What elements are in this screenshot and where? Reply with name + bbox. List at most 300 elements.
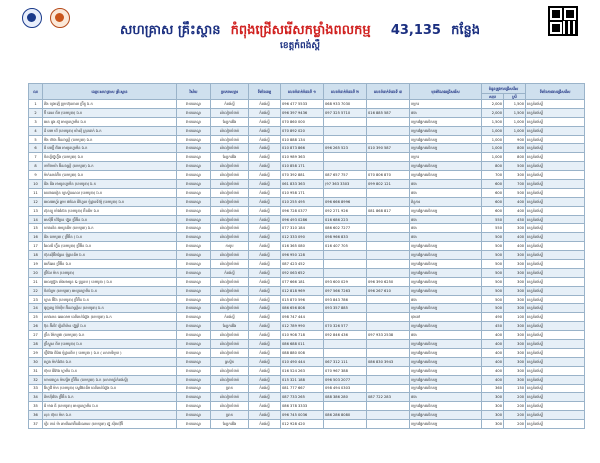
sector-cell: វាយនភណ្ឌ bbox=[177, 402, 211, 411]
company-name-cell: ជូញហ្វេ ម៉ៃហ៊ឹម អ៊ិនដាស្ទ្រីស (ខេមបូឌា) ឯ.ក bbox=[43, 304, 177, 313]
phone-3-cell: 086 830 3943 bbox=[367, 357, 410, 366]
table-row bbox=[29, 393, 585, 402]
phone-1-cell: 015 321 188 bbox=[281, 375, 324, 384]
company-name-cell: ហាយហ្គេន ម៉ាក្សើម ប្រ៊ីអ៊ិន (ខេមបូឌា) ឯ.ក (សាខាហ្វ័រកំពង់ស្ពឺ) bbox=[43, 375, 177, 384]
work-location-cell: ខេត្តកំពង់ស្ពឺ bbox=[526, 322, 585, 331]
phone-3-cell bbox=[367, 188, 410, 197]
table-row bbox=[29, 277, 585, 286]
total-needed-cell: 400 bbox=[482, 340, 504, 349]
row-number-cell: 16 bbox=[29, 233, 43, 242]
phone-1-cell: 070 392 881 bbox=[281, 171, 324, 180]
work-location-cell: ខេត្តកំពង់ស្ពឺ bbox=[526, 162, 585, 171]
col-header-phone2: លេខទំនាក់ទំនងទី ២ bbox=[324, 84, 367, 100]
table-row bbox=[29, 242, 585, 251]
female-needed-cell: 100 bbox=[504, 313, 526, 322]
table-row bbox=[29, 197, 585, 206]
female-needed-cell: 1,000 bbox=[504, 117, 526, 126]
product-type-cell: ប្រាក bbox=[211, 411, 249, 420]
province-cell: កំពង់ស្ពឺ bbox=[249, 357, 281, 366]
company-name-cell: ហ្គីរ ខាន់ ម៉ា ឆាយីណាអ៊ិនធីរណាស (ខេមបូឌា) ស្ហ៊ូ ស៊ីហេវ៉ីអ៊ី bbox=[43, 420, 177, 429]
phone-3-cell bbox=[367, 304, 410, 313]
phone-1-cell: 010 858 171 bbox=[281, 162, 324, 171]
phone-1-cell: 070 860 000 bbox=[281, 117, 324, 126]
row-number-cell: 15 bbox=[29, 224, 43, 233]
position-cell: កម្មករ bbox=[410, 153, 482, 162]
province-cell: កំពង់ស្ពឺ bbox=[249, 242, 281, 251]
phone-2-cell bbox=[324, 153, 367, 162]
female-needed-cell: 400 bbox=[504, 242, 526, 251]
phone-3-cell: 087 722 283 bbox=[367, 393, 410, 402]
phone-1-cell: 010 873 866 bbox=[281, 144, 324, 153]
phone-2-cell: 087 657 757 bbox=[324, 171, 367, 180]
total-needed-cell: 400 bbox=[482, 348, 504, 357]
work-location-cell: ខេត្តកំពង់ស្ពឺ bbox=[526, 357, 585, 366]
province-cell: កំពង់ស្ពឺ bbox=[249, 411, 281, 420]
table-row bbox=[29, 171, 585, 180]
work-location-cell: ខេត្តកំពង់ស្ពឺ bbox=[526, 286, 585, 295]
table-row bbox=[29, 304, 585, 313]
phone-3-cell bbox=[367, 162, 410, 171]
phone-2-cell: 093 843 786 bbox=[324, 295, 367, 304]
work-location-cell: ខេត្តកំពង់ស្ពឺ bbox=[526, 144, 585, 153]
table-row bbox=[29, 126, 585, 135]
work-location-cell: ខេត្តកំពង់ស្ពឺ bbox=[526, 348, 585, 357]
total-needed-cell: 490 bbox=[482, 313, 504, 322]
sector-cell: វាយនភណ្ឌ bbox=[177, 100, 211, 109]
table-row bbox=[29, 108, 585, 117]
sector-cell: វាយនភណ្ឌ bbox=[177, 233, 211, 242]
table-row bbox=[29, 420, 585, 429]
total-needed-cell: 500 bbox=[482, 242, 504, 251]
work-location-cell: ខេត្តកំពង់ស្ពឺ bbox=[526, 340, 585, 349]
sector-cell: វាយនភណ្ឌ bbox=[177, 251, 211, 260]
sector-cell: វាយនភណ្ឌ bbox=[177, 215, 211, 224]
phone-2-cell bbox=[324, 348, 367, 357]
phone-2-cell: 070 326 577 bbox=[324, 322, 367, 331]
sector-cell: វាយនភណ្ឌ bbox=[177, 384, 211, 393]
work-location-cell: ខេត្តកំពង់ស្ពឺ bbox=[526, 117, 585, 126]
female-needed-cell: 400 bbox=[504, 233, 526, 242]
table-row bbox=[29, 411, 585, 420]
total-needed-cell: 600 bbox=[482, 206, 504, 215]
phone-1-cell: 098 747 444 bbox=[281, 313, 324, 322]
female-needed-cell: 1,000 bbox=[504, 126, 526, 135]
female-needed-cell: 1,500 bbox=[504, 100, 526, 109]
phone-1-cell: 016 365 080 bbox=[281, 242, 324, 251]
product-type-cell: ស្បែកជើង bbox=[211, 322, 249, 331]
sector-cell: វាយនភណ្ឌ bbox=[177, 375, 211, 384]
table-row bbox=[29, 100, 585, 109]
phone-1-cell: 077 310 184 bbox=[281, 224, 324, 233]
company-name-cell: ដឹ អេម ឃី (ខេមបូឌា) យ៉ាស៊ី គ្រុបដាក់ ឯ.ក bbox=[43, 126, 177, 135]
company-name-cell: ធី អេហ្វ៊ី ជីអេ អាយួនហ្គាមីន ឯ.ក bbox=[43, 144, 177, 153]
sector-cell: វាយនភណ្ឌ bbox=[177, 348, 211, 357]
sector-cell: វាយនភណ្ឌ bbox=[177, 340, 211, 349]
title-part-recruiting: កំពុងជ្រើសរើសកម្លាំងពលកម្ម bbox=[230, 23, 371, 38]
sector-cell: វាយនភណ្ឌ bbox=[177, 268, 211, 277]
sector-cell: វាយនភណ្ឌ bbox=[177, 197, 211, 206]
product-type-cell: សំលៀកបំពាក់ bbox=[211, 188, 249, 197]
phone-1-cell: 012 818 969 bbox=[281, 286, 324, 295]
row-number-cell: 22 bbox=[29, 286, 43, 295]
phone-1-cell: 077 666 181 bbox=[281, 277, 324, 286]
row-number-cell: 6 bbox=[29, 144, 43, 153]
phone-1-cell: 096 745 0036 bbox=[281, 411, 324, 420]
female-needed-cell: 300 bbox=[504, 366, 526, 375]
female-needed-cell: 450 bbox=[504, 215, 526, 224]
phone-2-cell bbox=[324, 402, 367, 411]
sector-cell: វាយនភណ្ឌ bbox=[177, 277, 211, 286]
province-cell: កំពង់ស្ពឺ bbox=[249, 153, 281, 162]
company-name-cell: អេន ឌួង ស៊ូ អាយួនហ្គាមីន ឯ.ក bbox=[43, 117, 177, 126]
position-cell: កម្មករផ្នែកផលិតកម្ម bbox=[410, 117, 482, 126]
total-needed-cell: 600 bbox=[482, 197, 504, 206]
sector-cell: វាយនភណ្ឌ bbox=[177, 206, 211, 215]
row-number-cell: 12 bbox=[29, 197, 43, 206]
province-cell: កំពង់ស្ពឺ bbox=[249, 180, 281, 189]
row-number-cell: 2 bbox=[29, 108, 43, 117]
company-name-cell: ហ្គេង ម៉ាក់ស៊ែន ឯ.ក bbox=[43, 357, 177, 366]
position-cell: កម្មករផ្នែកផលិតកម្ម bbox=[410, 144, 482, 153]
phone-2-cell bbox=[324, 268, 367, 277]
table-row bbox=[29, 144, 585, 153]
female-needed-cell: 800 bbox=[504, 144, 526, 153]
table-row bbox=[29, 322, 585, 331]
province-cell: កំពង់ស្ពឺ bbox=[249, 340, 281, 349]
row-number-cell: 24 bbox=[29, 304, 43, 313]
row-number-cell: 35 bbox=[29, 402, 43, 411]
sector-cell: វាយនភណ្ឌ bbox=[177, 313, 211, 322]
phone-1-cell: 010 490 444 bbox=[281, 357, 324, 366]
work-location-cell: ខេត្តកំពង់ស្ពឺ bbox=[526, 100, 585, 109]
female-needed-cell: 300 bbox=[504, 322, 526, 331]
row-number-cell: 23 bbox=[29, 295, 43, 304]
position-cell: ជាង bbox=[410, 233, 482, 242]
sector-cell: វាយនភណ្ឌ bbox=[177, 153, 211, 162]
phone-2-cell: 096 265 523 bbox=[324, 144, 367, 153]
product-type-cell: ស្បែកជើង bbox=[211, 153, 249, 162]
row-number-cell: 3 bbox=[29, 117, 43, 126]
position-cell: ជាង bbox=[410, 224, 482, 233]
table-row bbox=[29, 206, 585, 215]
work-location-cell: ខេត្តកំពង់ស្ពឺ bbox=[526, 313, 585, 322]
table-row bbox=[29, 384, 585, 393]
province-cell: កំពង់ស្ពឺ bbox=[249, 206, 281, 215]
phone-1-cell: 086 688 011 bbox=[281, 340, 324, 349]
phone-2-cell bbox=[324, 126, 367, 135]
phone-3-cell bbox=[367, 242, 410, 251]
company-name-cell: អេលហ្គ្រ៊ុង តាំងអាយួន & ហ្វ្រគម ( ខេមបូឌា ) ឯ.ក bbox=[43, 277, 177, 286]
work-location-cell: ខេត្តកំពង់ស្ពឺ bbox=[526, 126, 585, 135]
product-type-cell: សំលៀកបំពាក់ bbox=[211, 251, 249, 260]
sector-cell: វាយនភណ្ឌ bbox=[177, 366, 211, 375]
phone-3-cell bbox=[367, 348, 410, 357]
col-header-phone1: លេខទំនាក់ទំនងទី ១ bbox=[281, 84, 324, 100]
sector-cell: វាយនភណ្ឌ bbox=[177, 295, 211, 304]
female-needed-cell: 300 bbox=[504, 277, 526, 286]
position-cell: កម្មករផ្នែកផលិតកម្ម bbox=[410, 135, 482, 144]
product-type-cell: សំលៀកបំពាក់ bbox=[211, 171, 249, 180]
product-type-cell: កំពង់ស្ពឺ bbox=[211, 268, 249, 277]
sector-cell: វាយនភណ្ឌ bbox=[177, 286, 211, 295]
sector-cell: វាយនភណ្ឌ bbox=[177, 135, 211, 144]
phone-3-cell bbox=[367, 420, 410, 429]
table-row bbox=[29, 313, 585, 322]
product-type-cell: សំលៀកបំពាក់ bbox=[211, 393, 249, 402]
province-cell: កំពង់ស្ពឺ bbox=[249, 108, 281, 117]
work-location-cell: ខេត្តកំពង់ស្ពឺ bbox=[526, 153, 585, 162]
female-needed-cell: 300 bbox=[504, 304, 526, 313]
province-cell: កំពង់ស្ពឺ bbox=[249, 393, 281, 402]
position-cell: កម្មករផ្នែកផលិតកម្ម bbox=[410, 286, 482, 295]
work-location-cell: ខេត្តកំពង់ស្ពឺ bbox=[526, 384, 585, 393]
row-number-cell: 8 bbox=[29, 162, 43, 171]
table-row bbox=[29, 224, 585, 233]
total-needed-cell: 700 bbox=[482, 171, 504, 180]
position-cell: កម្មករផ្នែកផលិតកម្ម bbox=[410, 411, 482, 420]
sector-cell: វាយនភណ្ឌ bbox=[177, 117, 211, 126]
position-cell: កម្មករផ្នែកផលិតកម្ម bbox=[410, 126, 482, 135]
phone-2-cell: 088 386 280 bbox=[324, 393, 367, 402]
female-needed-cell: 700 bbox=[504, 180, 526, 189]
total-needed-cell: 500 bbox=[482, 268, 504, 277]
work-location-cell: ខេត្តកំពង់ស្ពឺ bbox=[526, 215, 585, 224]
phone-1-cell: 086 656 808 bbox=[281, 304, 324, 313]
product-type-cell: សំលៀកបំពាក់ bbox=[211, 126, 249, 135]
row-number-cell: 5 bbox=[29, 135, 43, 144]
product-type-cell: សំលៀកបំពាក់ bbox=[211, 286, 249, 295]
position-cell: កម្មករផ្នែកផលិតកម្ម bbox=[410, 402, 482, 411]
row-number-cell: 37 bbox=[29, 420, 43, 429]
phone-3-cell bbox=[367, 233, 410, 242]
phone-3-cell bbox=[367, 411, 410, 420]
phone-2-cell bbox=[324, 420, 367, 429]
phone-1-cell: 010 989 363 bbox=[281, 153, 324, 162]
total-needed-cell: 300 bbox=[482, 420, 504, 429]
row-number-cell: 4 bbox=[29, 126, 43, 135]
company-name-cell: គិមហ៊ីវ៉ោង ប្រ៊ីអ៊ិន ឯ.ក bbox=[43, 393, 177, 402]
phone-2-cell: 016 686 223 bbox=[324, 215, 367, 224]
table-row bbox=[29, 375, 585, 384]
work-location-cell: ខេត្តកំពង់ស្ពឺ bbox=[526, 295, 585, 304]
position-cell: ជាង bbox=[410, 215, 482, 224]
col-header-company: ឈ្មោះសហគ្រាស គ្រឹះស្ថាន bbox=[43, 84, 177, 100]
company-name-cell: ប្រ៊ីន ម៉ៃកម្ពុជា (ខេមបូឌា) ឯ.ក bbox=[43, 331, 177, 340]
phone-3-cell bbox=[367, 100, 410, 109]
row-number-cell: 18 bbox=[29, 251, 43, 260]
row-number-cell: 31 bbox=[29, 366, 43, 375]
total-needed-cell: 800 bbox=[482, 162, 504, 171]
female-needed-cell: 200 bbox=[504, 411, 526, 420]
position-cell: កម្មករផ្នែកផលិតកម្ម bbox=[410, 348, 482, 357]
row-number-cell: 7 bbox=[29, 153, 43, 162]
phone-3-cell: 081 868 817 bbox=[367, 206, 410, 215]
position-cell: កម្មករផ្នែកផលិតកម្ម bbox=[410, 366, 482, 375]
phone-1-cell: 070 892 020 bbox=[281, 126, 324, 135]
sector-cell: វាយនភណ្ឌ bbox=[177, 322, 211, 331]
female-needed-cell: 800 bbox=[504, 153, 526, 162]
total-needed-cell: 2,000 bbox=[482, 100, 504, 109]
total-needed-cell: 400 bbox=[482, 357, 504, 366]
title-unit: កន្លែង bbox=[451, 23, 481, 38]
table-row bbox=[29, 331, 585, 340]
phone-2-cell bbox=[324, 251, 367, 260]
company-name-cell: ស៊ុនហ្វូ ម៉េងស៊ែន (ខេមបូឌា) អ៊ិនធីម ឯ.ក bbox=[43, 206, 177, 215]
phone-1-cell: 010 255 495 bbox=[281, 197, 324, 206]
phone-2-cell bbox=[324, 340, 367, 349]
phone-3-cell bbox=[367, 117, 410, 126]
product-type-cell: សំលៀកបំពាក់ bbox=[211, 402, 249, 411]
product-type-cell: សំលៀកបំពាក់ bbox=[211, 331, 249, 340]
work-location-cell: ខេត្តកំពង់ស្ពឺ bbox=[526, 251, 585, 260]
jobs-table bbox=[28, 83, 585, 429]
table-row bbox=[29, 268, 585, 277]
work-location-cell: ខេត្តកំពង់ស្ពឺ bbox=[526, 402, 585, 411]
row-number-cell: 19 bbox=[29, 260, 43, 269]
province-cell: កំពង់ស្ពឺ bbox=[249, 126, 281, 135]
table-row bbox=[29, 340, 585, 349]
province-cell: កំពង់ស្ពឺ bbox=[249, 188, 281, 197]
phone-3-cell bbox=[367, 313, 410, 322]
sector-cell: វាយនភណ្ឌ bbox=[177, 144, 211, 153]
sector-cell: វាយនភណ្ឌ bbox=[177, 108, 211, 117]
company-name-cell: ហ្គាន អ៊ីវិន (ខេមបូឌា) ប្រ៊ីអ៊ិន ឯ.ក bbox=[43, 295, 177, 304]
phone-2-cell: (97 363 3303 bbox=[324, 180, 367, 189]
phone-3-cell bbox=[367, 366, 410, 375]
position-cell: កម្មករផ្នែកផលិតកម្ម bbox=[410, 242, 482, 251]
position-cell: កម្មករផ្នែកផលិតកម្ម bbox=[410, 260, 482, 269]
phone-1-cell: 092 063 652 bbox=[281, 268, 324, 277]
province-cell: កំពង់ស្ពឺ bbox=[249, 215, 281, 224]
phone-2-cell bbox=[324, 260, 367, 269]
company-name-cell: អាស៊ីអ៊ី ឃីក្រែន ហ្វ៊ូត ប្រ៊ីអ៊ិន ឯ.ក bbox=[43, 215, 177, 224]
table-row bbox=[29, 295, 585, 304]
phone-3-cell: 099 802 121 bbox=[367, 180, 410, 189]
product-type-cell: កំពង់ស្ពឺ bbox=[211, 100, 249, 109]
province-subtitle: ខេត្តកំពង់ស្ពឺ bbox=[280, 41, 320, 51]
province-cell: កំពង់ស្ពឺ bbox=[249, 135, 281, 144]
company-name-cell: ប៊ី ឆេស ធីម (ខេមបូឌា) ឯ.ក bbox=[43, 108, 177, 117]
total-needed-cell: 500 bbox=[482, 277, 504, 286]
phone-1-cell: 096 397 9436 bbox=[281, 108, 324, 117]
position-cell: ពិន្ទុការ bbox=[410, 197, 482, 206]
product-type-cell: សំលៀកបំពាក់ bbox=[211, 233, 249, 242]
province-cell: កំពង់ស្ពឺ bbox=[249, 313, 281, 322]
sector-cell: វាយនភណ្ឌ bbox=[177, 180, 211, 189]
product-type-cell: សំលៀកបំពាក់ bbox=[211, 277, 249, 286]
product-type-cell: កាបូប bbox=[211, 242, 249, 251]
phone-1-cell: 086 378 3333 bbox=[281, 402, 324, 411]
phone-2-cell: 086 602 7277 bbox=[324, 224, 367, 233]
col-header-sector: វិស័យ bbox=[177, 84, 211, 100]
phone-3-cell bbox=[367, 268, 410, 277]
province-cell: កំពង់ស្ពឺ bbox=[249, 366, 281, 375]
product-type-cell: ប្រាក bbox=[211, 384, 249, 393]
province-cell: កំពង់ស្ពឺ bbox=[249, 348, 281, 357]
col-header-needed: ចំនួនត្រូវការជ្រើសរើស bbox=[482, 84, 526, 94]
work-location-cell: ខេត្តកំពង់ស្ពឺ bbox=[526, 180, 585, 189]
province-cell: កំពង់ស្ពឺ bbox=[249, 304, 281, 313]
company-name-cell: អេលអេហ្វ័រ ឆ្លាម ជាណែ ធីហ្គែល ម៉ូដ្ឋានទីវម៉ូ (ខេមបូឌា) ឯ.ក bbox=[43, 197, 177, 206]
female-needed-cell: 900 bbox=[504, 135, 526, 144]
phone-2-cell: 098 494 0303 bbox=[324, 384, 367, 393]
qr-code-icon[interactable] bbox=[548, 6, 578, 36]
work-location-cell: ខេត្តកំពង់ស្ពឺ bbox=[526, 197, 585, 206]
phone-2-cell: 098 966 833 bbox=[324, 233, 367, 242]
row-number-cell: 34 bbox=[29, 393, 43, 402]
row-number-cell: 33 bbox=[29, 384, 43, 393]
table-row bbox=[29, 162, 585, 171]
company-name-cell: ឆែលធី ហ្វ៊ីន (ខេមបូឌា) ប្រ៊ីអ៊ិន ឯ.ក bbox=[43, 242, 177, 251]
position-cell: ជាង bbox=[410, 393, 482, 402]
product-type-cell: សំលៀកបំពាក់ bbox=[211, 375, 249, 384]
position-cell: កម្មករផ្នែកផលិតកម្ម bbox=[410, 251, 482, 260]
table-row bbox=[29, 180, 585, 189]
phone-3-cell bbox=[367, 135, 410, 144]
position-cell: កម្មករផ្នែកផលិតកម្ម bbox=[410, 375, 482, 384]
phone-3-cell bbox=[367, 260, 410, 269]
phone-1-cell: 081 777 667 bbox=[281, 384, 324, 393]
company-name-cell: ចិនហ្វីហ្វ៊ូហ្វ៊ីង (ខេមបូឌា) ឯ.ក bbox=[43, 153, 177, 162]
phone-3-cell: 096 267 610 bbox=[367, 286, 410, 295]
product-type-cell: ប្លាស្ទិក bbox=[211, 357, 249, 366]
total-needed-cell: 400 bbox=[482, 331, 504, 340]
phone-2-cell: 092 846 436 bbox=[324, 331, 367, 340]
position-cell: កម្មករផ្នែកផលិតកម្ម bbox=[410, 162, 482, 171]
phone-3-cell bbox=[367, 402, 410, 411]
col-header-phone3: លេខទំនាក់ទំនងទី ៣ bbox=[367, 84, 410, 100]
product-type-cell: ស្បែកជើង bbox=[211, 420, 249, 429]
phone-1-cell: 016 524 263 bbox=[281, 366, 324, 375]
table-row bbox=[29, 233, 585, 242]
sector-cell: វាយនភណ្ឌ bbox=[177, 162, 211, 171]
product-type-cell: សំលៀកបំពាក់ bbox=[211, 135, 249, 144]
province-cell: កំពង់ស្ពឺ bbox=[249, 268, 281, 277]
female-needed-cell: 300 bbox=[504, 357, 526, 366]
phone-3-cell: 010 390 587 bbox=[367, 144, 410, 153]
product-type-cell: សំលៀកបំពាក់ bbox=[211, 366, 249, 375]
sector-cell: វាយនភណ្ឌ bbox=[177, 357, 211, 366]
col-header-province: ទីតាំងខេត្ត bbox=[249, 84, 281, 100]
female-needed-cell: 300 bbox=[504, 340, 526, 349]
province-cell: កំពង់ស្ពឺ bbox=[249, 420, 281, 429]
female-needed-cell: 300 bbox=[504, 268, 526, 277]
work-location-cell: ខេត្តកំពង់ស្ពឺ bbox=[526, 304, 585, 313]
work-location-cell: ខេត្តកំពង់ស្ពឺ bbox=[526, 331, 585, 340]
table-row bbox=[29, 135, 585, 144]
position-cell: ជាង bbox=[410, 180, 482, 189]
phone-1-cell: 061 833 363 bbox=[281, 180, 324, 189]
row-number-cell: 28 bbox=[29, 340, 43, 349]
table-row bbox=[29, 188, 585, 197]
female-needed-cell: 500 bbox=[504, 162, 526, 171]
total-needed-cell: 1,000 bbox=[482, 153, 504, 162]
total-needed-cell: 500 bbox=[482, 295, 504, 304]
phone-3-cell bbox=[367, 197, 410, 206]
position-cell: កម្មករផ្នែកផលិតកម្ម bbox=[410, 420, 482, 429]
phone-2-cell: 097 566 7263 bbox=[324, 286, 367, 295]
province-cell: កំពង់ស្ពឺ bbox=[249, 402, 281, 411]
product-type-cell: សំលៀកបំពាក់ bbox=[211, 340, 249, 349]
female-needed-cell: 500 bbox=[504, 188, 526, 197]
row-number-cell: 30 bbox=[29, 357, 43, 366]
female-needed-cell: 300 bbox=[504, 331, 526, 340]
female-needed-cell: 300 bbox=[504, 171, 526, 180]
total-needed-cell: 360 bbox=[482, 384, 504, 393]
phone-3-cell: 097 933 2538 bbox=[367, 331, 410, 340]
sector-cell: វាយនភណ្ឌ bbox=[177, 188, 211, 197]
position-cell: ជាង bbox=[410, 108, 482, 117]
